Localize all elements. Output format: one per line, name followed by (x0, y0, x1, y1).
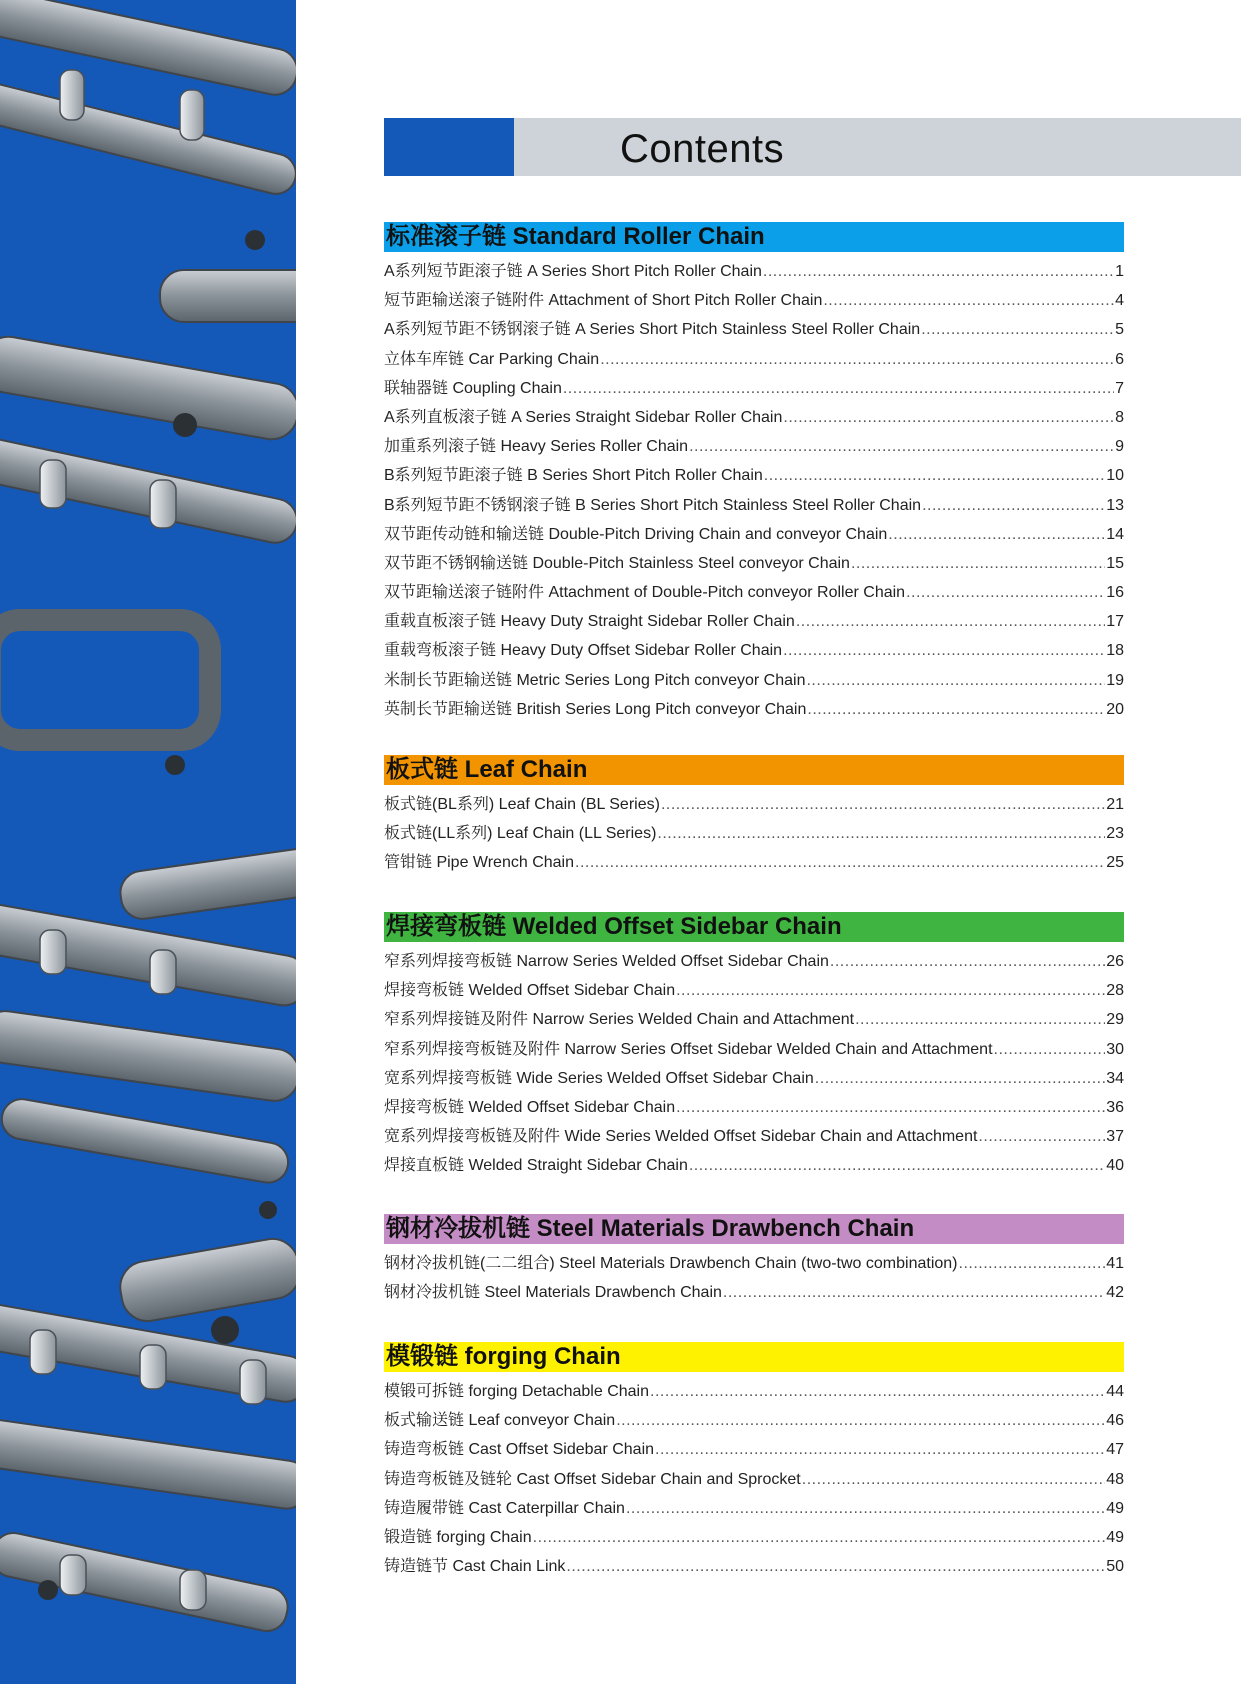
toc-entry[interactable]: 立体车库链 Car Parking Chain ..... 6 (384, 346, 1124, 375)
section-heading: 模锻链 forging Chain (384, 1342, 1124, 1372)
toc-entry[interactable]: 加重系列滚子链 Heavy Series Roller Chain ..... 9 (384, 433, 1124, 462)
toc-entry[interactable]: 英制长节距输送链 British Series Long Pitch conveyor Chain ..... 20 (384, 696, 1124, 725)
toc-entry[interactable]: 窄系列焊接弯板链 Narrow Series Welded Offset Sidebar Chain ..... 26 (384, 948, 1124, 977)
section-heading: 板式链 Leaf Chain (384, 755, 1124, 785)
toc-entry[interactable]: 重载直板滚子链 Heavy Duty Straight Sidebar Roller Chain ..... 17 (384, 608, 1124, 637)
toc-entry[interactable]: 锻造链 forging Chain ..... 49 (384, 1524, 1124, 1553)
toc-entry[interactable]: B系列短节距滚子链 B Series Short Pitch Roller Chain ..... 10 (384, 462, 1124, 491)
toc-entry[interactable]: 管钳链 Pipe Wrench Chain ..... 25 (384, 849, 1124, 878)
toc-entry[interactable]: 焊接弯板链 Welded Offset Sidebar Chain ..... 36 (384, 1094, 1124, 1123)
toc-entry[interactable]: 模锻可拆链 forging Detachable Chain ..... 44 (384, 1378, 1124, 1407)
chain-illustration (0, 0, 296, 1684)
section-heading: 焊接弯板链 Welded Offset Sidebar Chain (384, 912, 1124, 942)
toc-entry[interactable]: 双节距输送滚子链附件 Attachment of Double-Pitch conveyor Roller Chain ..... 16 (384, 579, 1124, 608)
toc-entry[interactable]: 焊接直板链 Welded Straight Sidebar Chain ..... 40 (384, 1152, 1124, 1181)
section-welded-offset-sidebar-chain (384, 912, 1124, 1182)
toc-entry[interactable]: 板式链(LL系列) Leaf Chain (LL Series) ..... 23 (384, 820, 1124, 849)
toc-entry[interactable]: A系列直板滚子链 A Series Straight Sidebar Roller Chain ..... 8 (384, 404, 1124, 433)
section-leaf-chain (384, 755, 1124, 879)
toc-entry[interactable]: 联轴器链 Coupling Chain ..... 7 (384, 375, 1124, 404)
toc-entry[interactable]: 米制长节距输送链 Metric Series Long Pitch conveyor Chain ..... 19 (384, 667, 1124, 696)
toc-entry[interactable]: A系列短节距不锈钢滚子链 A Series Short Pitch Stainless Steel Roller Chain ..... 5 (384, 316, 1124, 345)
section-heading: 标准滚子链 Standard Roller Chain (384, 222, 1124, 252)
toc-entry[interactable]: A系列短节距滚子链 A Series Short Pitch Roller Chain ..... 1 (384, 258, 1124, 287)
toc-entry[interactable]: 板式输送链 Leaf conveyor Chain ..... 46 (384, 1407, 1124, 1436)
toc-entry[interactable]: 焊接弯板链 Welded Offset Sidebar Chain ..... 28 (384, 977, 1124, 1006)
page-title: Contents (620, 127, 785, 171)
title-accent-block (384, 118, 514, 176)
side-chain-image (0, 0, 296, 1684)
toc-entry[interactable]: 重载弯板滚子链 Heavy Duty Offset Sidebar Roller Chain ..... 18 (384, 637, 1124, 666)
toc-entry[interactable]: 铸造弯板链 Cast Offset Sidebar Chain ..... 47 (384, 1436, 1124, 1465)
toc-entry[interactable]: 窄系列焊接弯板链及附件 Narrow Series Offset Sidebar Welded Chain and Attachment ..... 30 (384, 1036, 1124, 1065)
toc-entry[interactable]: 宽系列焊接弯板链 Wide Series Welded Offset Sidebar Chain ..... 34 (384, 1065, 1124, 1094)
toc-entry[interactable]: 板式链(BL系列) Leaf Chain (BL Series) ..... 21 (384, 791, 1124, 820)
toc-entry[interactable]: 双节距不锈钢输送链 Double-Pitch Stainless Steel conveyor Chain ..... 15 (384, 550, 1124, 579)
section-heading: 钢材冷拔机链 Steel Materials Drawbench Chain (384, 1214, 1124, 1244)
toc-entry[interactable]: 窄系列焊接链及附件 Narrow Series Welded Chain and Attachment ..... 29 (384, 1006, 1124, 1035)
toc-entry[interactable]: 铸造链节 Cast Chain Link ..... 50 (384, 1553, 1124, 1582)
toc-entry[interactable]: 钢材冷拔机链(二二组合) Steel Materials Drawbench Chain (two-two combination) ..... 41 (384, 1250, 1124, 1279)
contents-title-bar (384, 118, 1241, 176)
toc-entry[interactable]: 铸造履带链 Cast Caterpillar Chain ..... 49 (384, 1495, 1124, 1524)
toc-entry[interactable]: B系列短节距不锈钢滚子链 B Series Short Pitch Stainless Steel Roller Chain ..... 13 (384, 492, 1124, 521)
toc-entry[interactable]: 短节距输送滚子链附件 Attachment of Short Pitch Roller Chain ..... 4 (384, 287, 1124, 316)
toc-entry[interactable]: 钢材冷拔机链 Steel Materials Drawbench Chain ..... 42 (384, 1279, 1124, 1308)
toc-entry[interactable]: 宽系列焊接弯板链及附件 Wide Series Welded Offset Sidebar Chain and Attachment ..... 37 (384, 1123, 1124, 1152)
toc-entry[interactable]: 铸造弯板链及链轮 Cast Offset Sidebar Chain and Sprocket ..... 48 (384, 1466, 1124, 1495)
toc-entry[interactable]: 双节距传动链和输送链 Double-Pitch Driving Chain and conveyor Chain ..... 14 (384, 521, 1124, 550)
section-steel-drawbench-chain (384, 1214, 1124, 1308)
section-forging-chain (384, 1342, 1124, 1582)
section-standard-roller-chain (384, 222, 1124, 725)
